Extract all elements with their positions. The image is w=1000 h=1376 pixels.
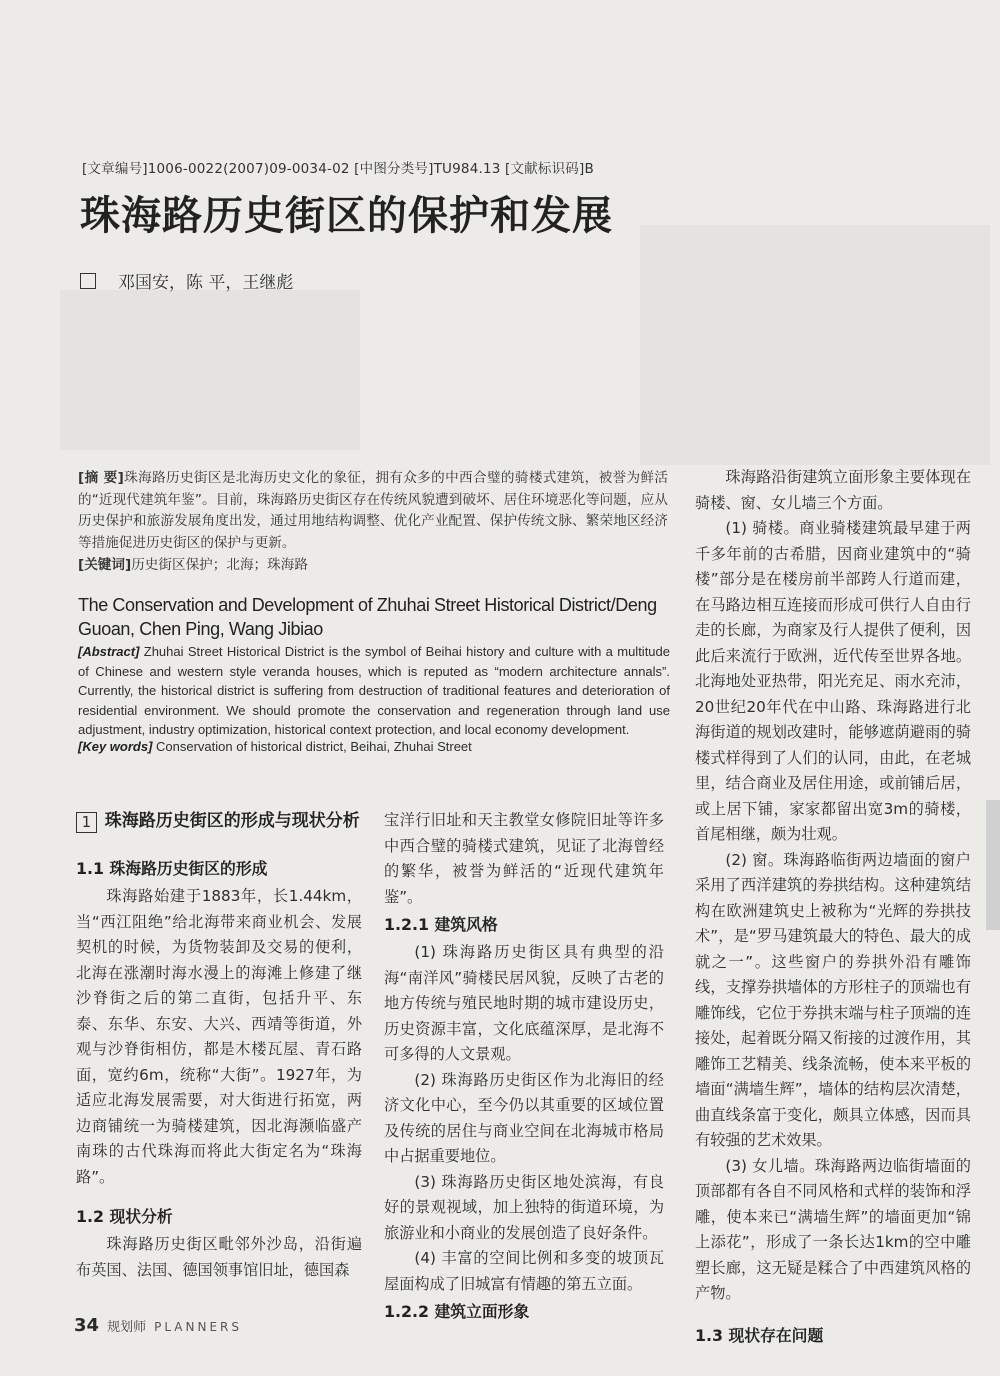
page-number: 34 [74, 1315, 100, 1336]
paragraph: 珠海路始建于1883年，长1.44km，当“西江阻绝”给北海带来商业机会、发展契机的时候，为货物装卸及交易的便利，北海在涨潮时海水漫上的海滩上修建了继沙脊街之后的第二直街，包括升平、东泰、东华、东安、大兴、西靖等街道，外观与沙脊街相仿，都是木楼瓦屋、青石路面，宽约6m，统称“大街”。1927年，为适应北海发展需要，对大街进行拓宽，两边商铺统一为骑楼建筑，因北海濒临盛产南珠的古代珠海而将此大街定名为“珠海路”。 [76, 887, 362, 1186]
right-column [695, 465, 971, 1351]
section-heading-1-2: 1.2 现状分析 [76, 1207, 173, 1226]
paragraph: (3) 珠海路历史街区地处滨海，有良好的景观视域，加上独特的街道环境，为旅游业和小商业的发展创造了良好条件。 [384, 1172, 664, 1242]
keywords-label: [关键词] [78, 557, 132, 573]
paragraph: 宝洋行旧址和天主教堂女修院旧址等许多中西合璧的骑楼式建筑，见证了北海曾经的繁华，被誉为鲜活的“近现代建筑年鉴”。 [384, 811, 664, 906]
paragraph: 珠海路沿街建筑立面形象主要体现在骑楼、窗、女儿墙三个方面。 [695, 468, 971, 512]
square-bullet-icon [80, 273, 96, 289]
paragraph: (2) 珠海路历史街区作为北海旧的经济文化中心，至今仍以其重要的区域位置及传统的居住与商业空间在北海城市格局中占据重要地位。 [384, 1070, 664, 1165]
abstract-text: 珠海路历史街区是北海历史文化的象征，拥有众多的中西合璧的骑楼式建筑，被誉为鲜活的“近现代建筑年鉴”。目前，珠海路历史街区存在传统风貌遭到破坏、居住环境恶化等问题，应从历史保护和旅游发展角度出发，通过用地结构调整、优化产业配置、保护传统文脉、繁荣地区经济等措施促进历史街区的保护与更新。 [78, 470, 668, 551]
paragraph: (2) 窗。珠海路临街两边墙面的窗户采用了西洋建筑的券拱结构。这种建筑结构在欧洲建筑史上被称为“光辉的券拱技术”，是“罗马建筑最大的特色、最大的成就之一”。这些窗户的券拱外沿有雕饰线，支撑券拱墙体的方形柱子的顶端也有雕饰线，它位于券拱末端与柱子顶端的连接处，起着既分隔又衔接的过渡作用，其雕饰工艺精美、线条流畅，使本来平板的墙面“满墙生辉”，墙体的结构层次清楚，曲直线条富于变化，颇具立体感，因而具有较强的艺术效果。 [695, 850, 971, 1149]
author-line [80, 268, 293, 293]
chinese-keywords [78, 553, 668, 573]
english-keywords-text: Conservation of historical district, Beihai, Zhuhai Street [152, 739, 472, 754]
author-names: 邓国安，陈 平，王继彪 [118, 273, 294, 293]
journal-name-english: PLANNERS [154, 1320, 242, 1334]
page-edge-mark [986, 800, 1000, 930]
section-heading-1-2-2: 1.2.2 建筑立面形象 [384, 1302, 530, 1321]
paragraph: (3) 女儿墙。珠海路两边临街墙面的顶部都有各自不同风格和式样的装饰和浮雕，使本来已“满墙生辉”的墙面更加“锦上添花”，形成了一条长达1km的空中雕塑长廊，这无疑是糅合了中西建筑风格的产物。 [695, 1156, 971, 1302]
paragraph: (1) 珠海路历史街区具有典型的沿海“南洋风”骑楼民居风貌，反映了古老的地方传统与殖民地时期的城市建设历史，历史资源丰富，文化底蕴深厚，是北海不可多得的人文景观。 [384, 943, 664, 1063]
english-abstract [78, 642, 670, 740]
section-1-heading [76, 808, 362, 834]
section-heading-1-2-1: 1.2.1 建筑风格 [384, 915, 498, 934]
section-heading-1-3: 1.3 现状存在问题 [695, 1325, 824, 1345]
journal-name: 规划师 [107, 1320, 147, 1335]
show-through-shading [640, 225, 990, 465]
english-abstract-label: [Abstract] [78, 644, 140, 659]
paragraph: 珠海路历史街区毗邻外沙岛，沿街遍布英国、法国、德国领事馆旧址，德国森 [76, 1235, 362, 1279]
section-heading-1-1: 1.1 珠海路历史街区的形成 [76, 859, 268, 878]
english-keywords-label: [Key words] [78, 739, 153, 754]
page-footer [74, 1315, 242, 1336]
left-column [76, 808, 362, 1283]
paragraph: (1) 骑楼。商业骑楼建筑最早建于两千多年前的古希腊，因商业建筑中的“骑楼”部分是在楼房前半部跨人行道而建，在马路边相互连接而形成可供行人自由行走的长廊，为商家及行人提供了便利，因此后来流行于欧洲，近代传至世界各地。北海地处亚热带，阳光充足、雨水充沛，20世纪20年代在中山路、珠海路进行北海街道的规划改建时，能够遮荫避雨的骑楼式样得到了人们的认同，由此，在老城里，结合商业及居住用途，或前铺后居，或上居下铺，家家都留出宽3m的骑楼，首尾相继，颇为壮观。 [695, 519, 971, 843]
abstract-label: [摘 要] [78, 470, 124, 486]
article-title: 珠海路历史街区的保护和发展 [80, 193, 613, 239]
middle-column [384, 808, 664, 1327]
keywords-text: 历史街区保护；北海；珠海路 [131, 557, 308, 573]
english-keywords [78, 739, 670, 754]
show-through-shading [60, 290, 360, 450]
paragraph: (4) 丰富的空间比例和多变的坡顶瓦屋面构成了旧城富有情趣的第五立面。 [384, 1249, 664, 1293]
english-title: The Conservation and Development of Zhuhai Street Historical District/Deng Guoan, Chen Ping, Wang Jibiao [78, 595, 657, 639]
english-abstract-text: Zhuhai Street Historical District is the symbol of Beihai history and culture with a multitude of Chinese and western style veranda houses, which is reputed as “modern architecture annals”. Currently, the historical district is suffering from destruction of traditional features and deterioration of residential environment. We should promote the conservation and regeneration through land use adjustment, industry optimization, historical context protection, and local economy development. [78, 644, 670, 738]
chinese-abstract [78, 468, 668, 554]
article-meta-line: [文章编号]1006-0022(2007)09-0034-02 [中图分类号]TU984.13 [文献标识码]B [82, 161, 594, 177]
section-title: 珠海路历史街区的形成与现状分析 [104, 811, 360, 831]
section-number-box: 1 [76, 812, 97, 833]
